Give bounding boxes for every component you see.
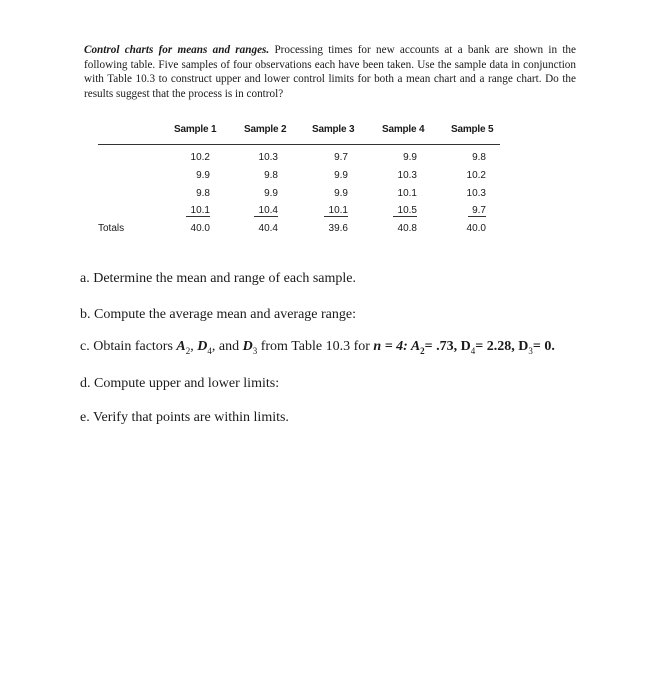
table-cell: 10.2 xyxy=(466,170,486,181)
column-header: Sample 3 xyxy=(312,124,355,135)
column-header: Sample 5 xyxy=(451,124,494,135)
problem-body: Processing times for new accounts at a bank are shown in the following table. Five samples of four observations each have been taken. Use the sample data in conjunction with Table 10.3 to construct upper and lower control limits for both a mean chart and a range chart. Do the results suggest that the process is in control? xyxy=(84,44,576,100)
question-a: a. Determine the mean and range of each sample. xyxy=(80,271,356,286)
table-cell: 10.4 xyxy=(254,205,278,217)
table-cell: 9.9 xyxy=(403,152,417,163)
total-cell: 40.4 xyxy=(258,223,278,234)
total-cell: 40.0 xyxy=(466,223,486,234)
table-cell: 10.1 xyxy=(324,205,348,217)
problem-title: Control charts for means and ranges. xyxy=(84,44,270,56)
table-cell: 9.7 xyxy=(468,205,486,217)
problem-statement xyxy=(84,43,576,101)
column-header: Sample 4 xyxy=(382,124,425,135)
header-rule xyxy=(98,144,500,145)
question-c-mid: from Table 10.3 for xyxy=(257,339,374,354)
table-cell: 10.1 xyxy=(397,188,417,199)
question-c-vals: = .73, D xyxy=(424,339,471,354)
question-c-prefix: c. Obtain factors xyxy=(80,339,177,354)
table-cell: 9.8 xyxy=(264,170,278,181)
table-cell: 10.2 xyxy=(190,152,210,163)
total-cell: 40.8 xyxy=(397,223,417,234)
table-cell: 10.3 xyxy=(466,188,486,199)
question-c-vals2: = 2.28, D xyxy=(475,339,529,354)
total-cell: 40.0 xyxy=(190,223,210,234)
table-cell: 9.9 xyxy=(334,188,348,199)
table-cell: 9.9 xyxy=(334,170,348,181)
question-c-n: n = 4: xyxy=(373,339,411,354)
table-cell: 10.3 xyxy=(397,170,417,181)
table-cell: 10.5 xyxy=(393,205,417,217)
question-c-vals3: = 0. xyxy=(532,339,555,354)
question-c: c. Obtain factors $A_2$, $D_4$, and $D_3$ from Table 10.3 for n = 4: $A_2= .73$, $D_4= 2.28$, $D_3= 0$. xyxy=(80,339,555,356)
column-header: Sample 2 xyxy=(244,124,287,135)
table-cell: 9.9 xyxy=(264,188,278,199)
table-cell: 9.7 xyxy=(334,152,348,163)
column-header: Sample 1 xyxy=(174,124,217,135)
total-cell: 39.6 xyxy=(328,223,348,234)
question-b: b. Compute the average mean and average range: xyxy=(80,307,356,322)
totals-label: Totals xyxy=(98,223,125,234)
table-cell: 9.8 xyxy=(196,188,210,199)
table-cell: 10.3 xyxy=(258,152,278,163)
question-e: e. Verify that points are within limits. xyxy=(80,410,289,425)
table-cell: 9.9 xyxy=(196,170,210,181)
table-cell: 10.1 xyxy=(186,205,210,217)
question-d: d. Compute upper and lower limits: xyxy=(80,376,280,391)
table-cell: 9.8 xyxy=(472,152,486,163)
